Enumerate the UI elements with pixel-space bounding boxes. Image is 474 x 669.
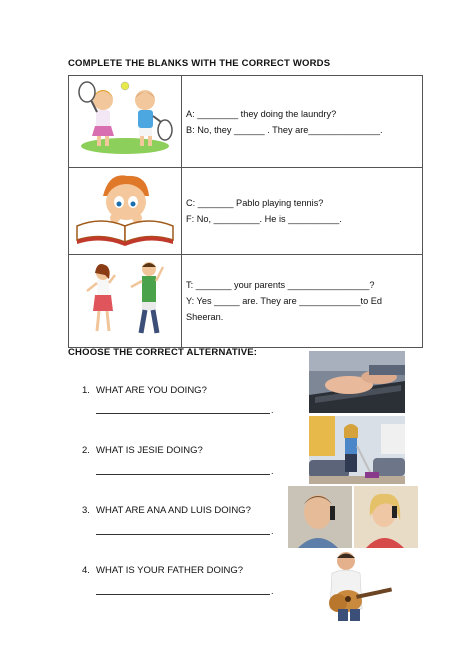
answer-line-1[interactable] — [96, 413, 270, 414]
answer-line-2[interactable] — [96, 474, 270, 475]
kids-tennis-image — [69, 76, 182, 168]
exercise-line: Sheeran. — [186, 312, 224, 322]
table-row — [69, 255, 423, 348]
table-row — [69, 168, 423, 255]
question-number: 2. — [82, 445, 90, 456]
question-number: 3. — [82, 505, 90, 516]
question-number: 1. — [82, 385, 90, 396]
typing-laptop-photo — [309, 351, 405, 413]
phone-call-photo — [288, 486, 418, 548]
boy-reading-image — [69, 168, 182, 255]
exercise-line: B: No, they ______ . They are______________. — [186, 124, 383, 135]
exercise-line: Y: Yes _____ are. They are ____________to Ed — [186, 296, 382, 306]
exercise-table — [68, 75, 423, 348]
question-text: WHAT ARE YOU DOING? — [96, 385, 207, 396]
exercise-text-2 — [182, 168, 423, 255]
answer-end-mark: . — [271, 405, 274, 415]
answer-end-mark: . — [271, 466, 274, 476]
exercise-line: C: _______ Pablo playing tennis? — [186, 198, 324, 208]
question-2 — [82, 445, 203, 456]
question-1 — [82, 385, 207, 396]
guitar-photo — [318, 549, 398, 621]
exercise-line: F: No, _________. He is __________. — [186, 214, 342, 224]
table-row — [69, 76, 423, 168]
exercise-line: T: _______ your parents ________________? — [186, 280, 375, 290]
question-4 — [82, 565, 243, 576]
answer-line-4[interactable] — [96, 594, 270, 595]
question-3 — [82, 505, 251, 516]
question-number: 4. — [82, 565, 90, 576]
answer-end-mark: . — [271, 586, 274, 596]
exercise-text-3 — [182, 255, 423, 348]
answer-line-3[interactable] — [96, 534, 270, 535]
exercise-text-1 — [182, 76, 423, 168]
answer-end-mark: . — [271, 526, 274, 536]
question-text: WHAT ARE ANA AND LUIS DOING? — [96, 505, 251, 516]
question-text: WHAT IS JESIE DOING? — [96, 445, 203, 456]
question-text: WHAT IS YOUR FATHER DOING? — [96, 565, 244, 576]
vacuuming-photo — [309, 416, 405, 484]
exercise-line: A: ________ they doing the laundry? — [186, 108, 337, 119]
section1-title: COMPLETE THE BLANKS WITH THE CORRECT WORDS — [68, 58, 331, 69]
section2-title: CHOOSE THE CORRECT ALTERNATIVE: — [68, 347, 258, 358]
couple-talking-image — [69, 255, 182, 348]
